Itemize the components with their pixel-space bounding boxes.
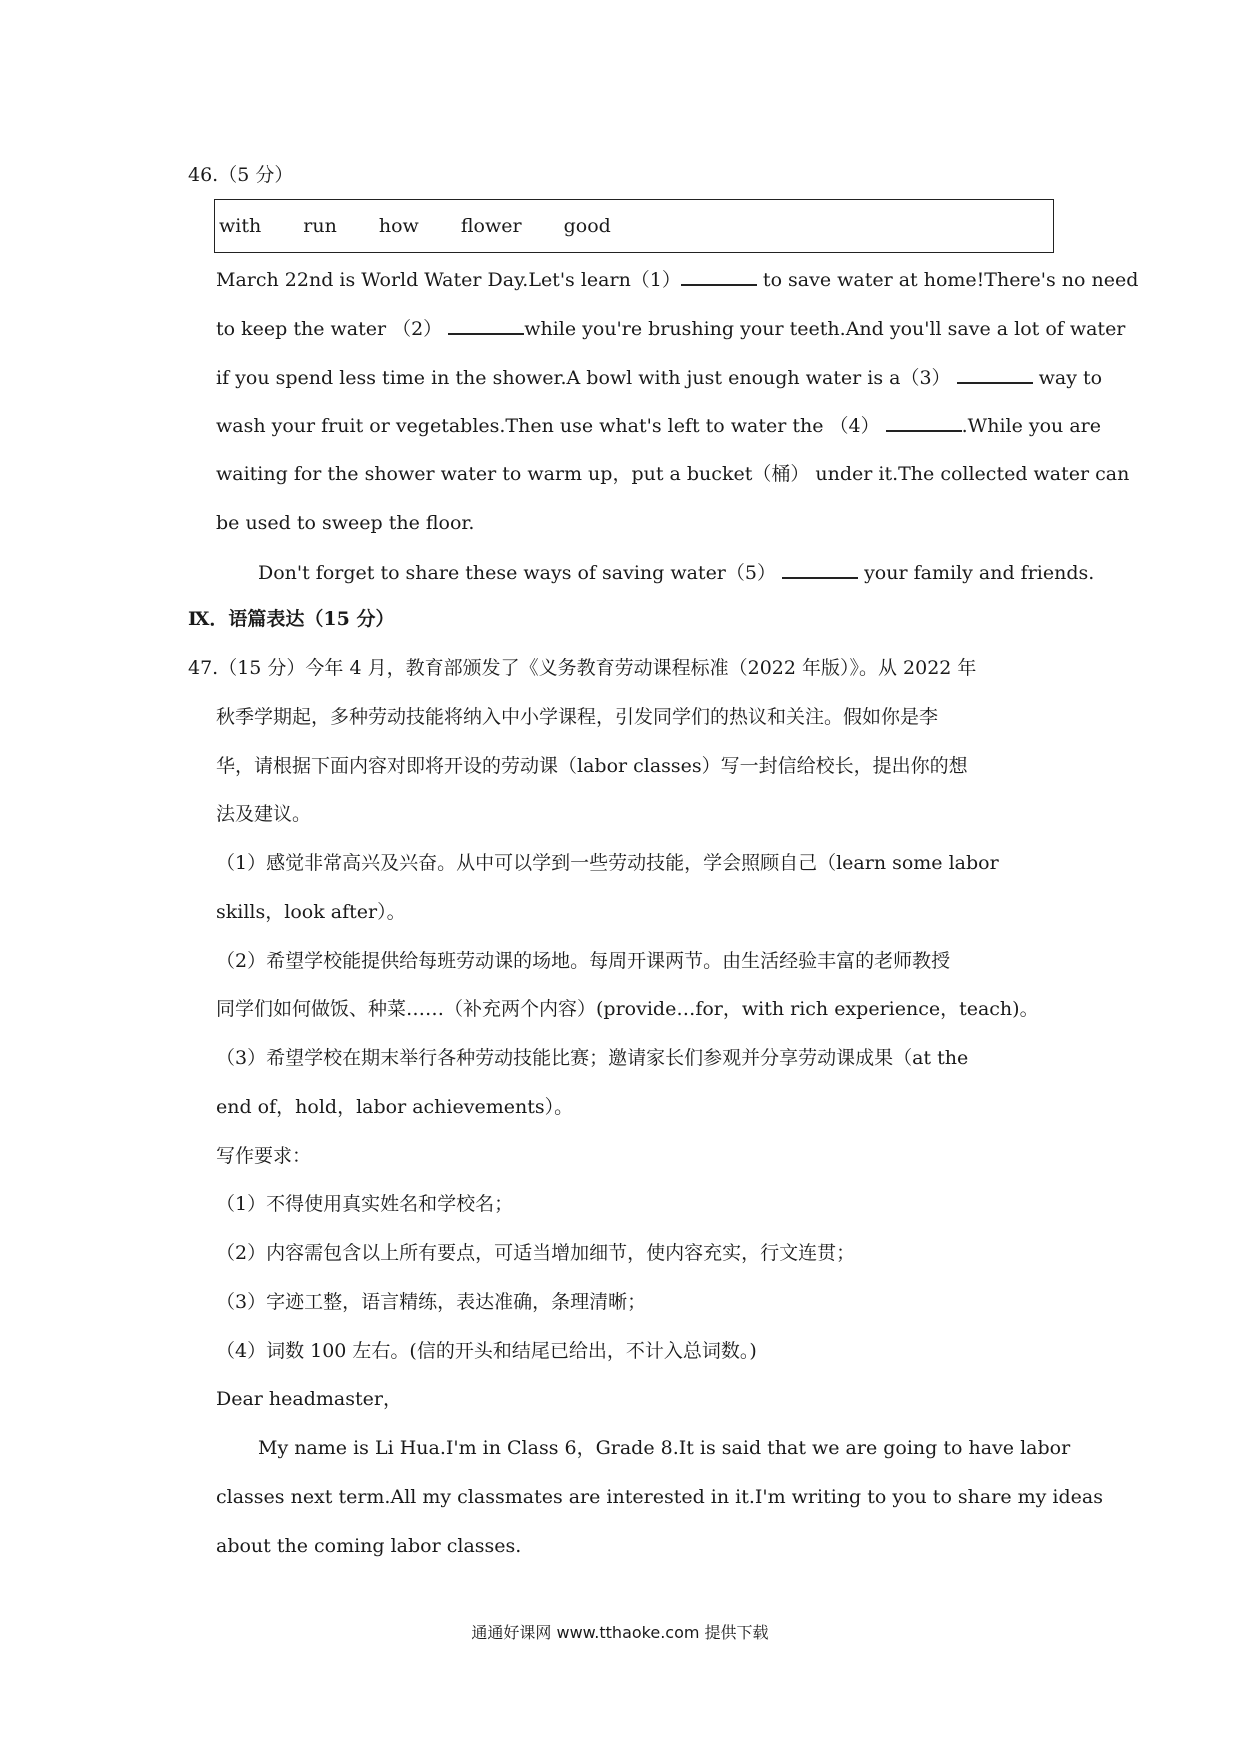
- passage-text: if you spend less time in the shower.A bowl with just enough water is a（3）: [216, 367, 951, 389]
- word-bank-box: [214, 199, 1054, 253]
- q47-point-1: （1）感觉非常高兴及兴奋。从中可以学到一些劳动技能，学会照顾自己（learn some labor: [216, 852, 999, 874]
- q47-prompt-line: 秋季学期起，多种劳动技能将纳入中小学课程，引发同学们的热议和关注。假如你是李: [216, 706, 939, 728]
- requirement-item: （4）词数 100 左右。(信的开头和结尾已给出，不计入总词数。): [216, 1340, 757, 1362]
- passage-text: wash your fruit or vegetables.Then use what's left to water the （4）: [216, 415, 880, 437]
- letter-body-line: about the coming labor classes.: [216, 1535, 522, 1557]
- passage-text: Don't forget to share these ways of saving water（5）: [258, 562, 776, 584]
- passage-line: waiting for the shower water to warm up，put a bucket（桶） under it.The collected water can: [216, 463, 1130, 485]
- passage-line: [258, 559, 1094, 586]
- requirements-title: 写作要求：: [216, 1145, 312, 1167]
- word-bank-item: good: [563, 215, 611, 237]
- q47-prompt-line: 华，请根据下面内容对即将开设的劳动课（labor classes）写一封信给校长，提出你的想: [216, 755, 968, 777]
- requirement-item: （3）字迹工整，语言精练，表达准确，条理清晰；: [216, 1291, 647, 1313]
- passage-text: March 22nd is World Water Day.Let's learn（1）: [216, 269, 681, 291]
- answer-blank-5[interactable]: [782, 559, 858, 579]
- passage-line: [216, 364, 1102, 391]
- q46-header: 46.（5 分）: [188, 164, 294, 186]
- passage-text: .While you are: [961, 415, 1101, 437]
- letter-body-line: My name is Li Hua.I'm in Class 6，Grade 8.It is said that we are going to have labor: [258, 1437, 1071, 1459]
- page-footer: 通通好课网 www.tthaoke.com 提供下载: [471, 1623, 769, 1642]
- passage-text: way to: [1032, 367, 1103, 389]
- q47-point-2-cont: 同学们如何做饭、种菜……（补充两个内容）(provide…for，with rich experience，teach)。: [216, 998, 1039, 1020]
- answer-blank-4[interactable]: [886, 412, 962, 432]
- word-bank-item: run: [303, 215, 337, 237]
- passage-text: your family and friends.: [858, 562, 1095, 584]
- q47-point-3-cont: end of，hold，labor achievements）。: [216, 1096, 574, 1118]
- q47-point-1-cont: skills，look after）。: [216, 901, 406, 923]
- letter-body-line: classes next term.All my classmates are interested in it.I'm writing to you to share my ideas: [216, 1486, 1103, 1508]
- requirement-item: （2）内容需包含以上所有要点，可适当增加细节，使内容充实，行文连贯；: [216, 1242, 856, 1264]
- answer-blank-2[interactable]: [448, 315, 524, 335]
- answer-blank-1[interactable]: [681, 266, 757, 286]
- word-bank-item: how: [378, 215, 419, 237]
- q47-prompt-line: 47.（15 分）今年 4 月，教育部颁发了《义务教育劳动课程标准（2022 年版）》。从 2022 年: [188, 657, 977, 679]
- passage-text: while you're brushing your teeth.And you'll save a lot of water: [524, 318, 1126, 340]
- word-bank-item: with: [219, 215, 262, 237]
- q47-point-2: （2）希望学校能提供给每班劳动课的场地。每周开课两节。由生活经验丰富的老师教授: [216, 950, 951, 972]
- passage-line: [216, 412, 1101, 439]
- section-title: Ⅸ．语篇表达（15 分）: [188, 608, 395, 630]
- q47-point-3: （3）希望学校在期末举行各种劳动技能比赛；邀请家长们参观并分享劳动课成果（at the: [216, 1047, 969, 1069]
- requirement-item: （1）不得使用真实姓名和学校名；: [216, 1193, 514, 1215]
- passage-line: be used to sweep the floor.: [216, 512, 475, 534]
- passage-line: [216, 266, 1138, 293]
- letter-greeting: Dear headmaster，: [216, 1388, 402, 1410]
- answer-blank-3[interactable]: [957, 364, 1033, 384]
- q47-prompt-line: 法及建议。: [216, 803, 312, 825]
- passage-line: [216, 315, 1125, 342]
- word-bank-item: flower: [460, 215, 522, 237]
- passage-text: to keep the water （2）: [216, 318, 443, 340]
- passage-text: to save water at home!There's no need: [756, 269, 1139, 291]
